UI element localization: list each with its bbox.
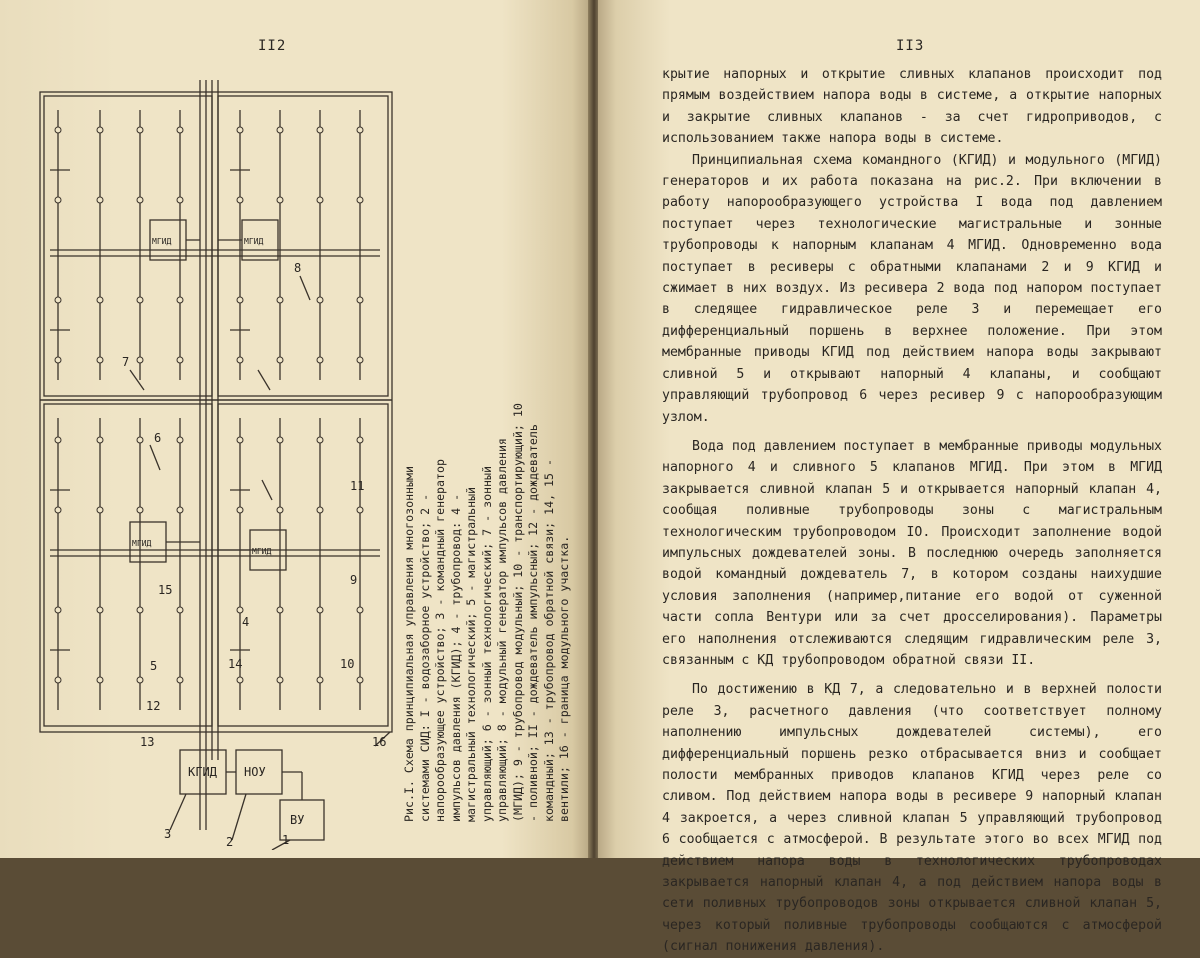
left-page <box>0 0 590 858</box>
label-14: 14 <box>228 657 243 671</box>
figure-caption <box>402 402 571 822</box>
label-4: 4 <box>242 615 250 629</box>
paragraph: Вода под давлением поступает в мембранные приводы модульных напорного 4 и сливного 5 клапанов МГИД. При этом в МГИД закрывается сливной клапан 5 и открывается напорный клапан 4, сообщая поливные трубопроводы зоны с магистральным технологическим трубопроводом IO. Происходит заполнение водой импульсных дождевателей зоны. В последнюю очередь заполняется водой командный дождеватель 7, в котором созданы наихудшие условия заполнения (например,питание его водой от суженной части сопла Вентури или за счет дросселирования). Параметры его наполнения отслеживаются следящим гидравлическим реле 3, связанным с КД трубопроводом обратной связи II. <box>662 438 1162 668</box>
label-mgid-2: МГИД <box>244 237 264 246</box>
label-mgid-4: МГИД <box>252 547 272 556</box>
label-9: 9 <box>350 573 358 587</box>
body-text <box>662 64 1162 958</box>
system-schematic <box>10 70 400 850</box>
label-3: 3 <box>164 827 172 841</box>
right-page <box>598 0 1200 955</box>
label-16: 16 <box>372 735 387 749</box>
modular-section-boundary <box>40 92 392 732</box>
paragraph: Принципиальная схема командного (КГИД) и модульного (МГИД) генераторов и их работа показана на рис.2. При включении в работу напорообразующего устройства I вода под давлением поступает через технологические магистральные и зонные трубопроводы к напорным клапанам 4 МГИД. Одновременно вода поступает в ресиверы с обратными клапанами 2 и 9 КГИД и сжимает в них воздух. Из ресивера 2 вода под напором поступает в следящее гидравлическое реле 3 и перемещает его дифференциальный поршень в верхнее положение. При этом мембранные приводы КГИД под действием напора воды закрывают сливной 5 и открывают напорный 4 клапаны, и сообщают управляющий трубопровод 6 через ресивер 9 с напорообразующим узлом. <box>662 152 1162 425</box>
label-15: 15 <box>158 583 173 597</box>
label-mgid-1: МГИД <box>152 237 172 246</box>
label-2: 2 <box>226 835 234 849</box>
page-number-left: II2 <box>258 38 287 54</box>
label-8: 8 <box>294 261 302 275</box>
page-number-right: II3 <box>896 38 925 54</box>
label-1: 1 <box>282 833 290 847</box>
paragraph: По достижению в КД 7, а следовательно и в верхней полости реле 3, расчетного давления (что соответствует полному наполнению импульсных дождевателей системы), его дифференциальный поршень резко отбрасывается вниз и сообщает полости мембранных приводов клапанов КГИД через реле со сливом. Под действием напора воды в ресивере 9 напорный клапан 4 закроется, а через сливной клапан 5 управляющий трубопровод 6 сообщается с атмосферой. В результате этого во всех МГИД под действием напора воды в технологических трубопроводах закрывается напорный клапан 4, а под действием напора воды в сети поливных трубопроводов зоны открывается сливной клапан 5, через который поливные трубопроводы сообщаются с атмосферой (сигнал понижения давления). <box>662 682 1162 955</box>
label-kgid: КГИД <box>188 765 217 779</box>
label-5: 5 <box>150 659 158 673</box>
label-12: 12 <box>146 699 161 713</box>
label-nou: НОУ <box>244 765 266 779</box>
label-mgid-3: МГИД <box>132 539 152 548</box>
figure-caption-text: Рис.I. Схема принципиальная управления многозонными системами СИД: I - водозаборное устройство; 2 - напорообразующее устройство; 3 - командный генератор импульсов давления (КГИД); 4 - трубопровод: 4 - магистральный технологический; 5 - магистральный управляющий; 6 - зонный технологический; 7 - зонный управляющий; 8 - модульный генератор импульсов давления (МГИД); 9 - трубопровод модульный; 10 - транспортирующий; 10 - поливной; II - дождеватель импульсный; 12 - дождеватель командный; 13 - трубопровод обратной связи; 14, 15 - вентили; 16 - граница модульного участка. <box>402 403 571 822</box>
label-6: 6 <box>154 431 162 445</box>
label-vu: ВУ <box>290 813 305 827</box>
label-11: 11 <box>350 479 365 493</box>
label-13: 13 <box>140 735 155 749</box>
label-7: 7 <box>122 355 130 369</box>
paragraph: крытие напорных и открытие сливных клапанов происходит под прямым воздействием напора воды в системе, а открытие напорных и закрытие сливных клапанов - за счет гидроприводов, с использованием также напора воды в системе. <box>662 67 1162 147</box>
label-10: 10 <box>340 657 355 671</box>
